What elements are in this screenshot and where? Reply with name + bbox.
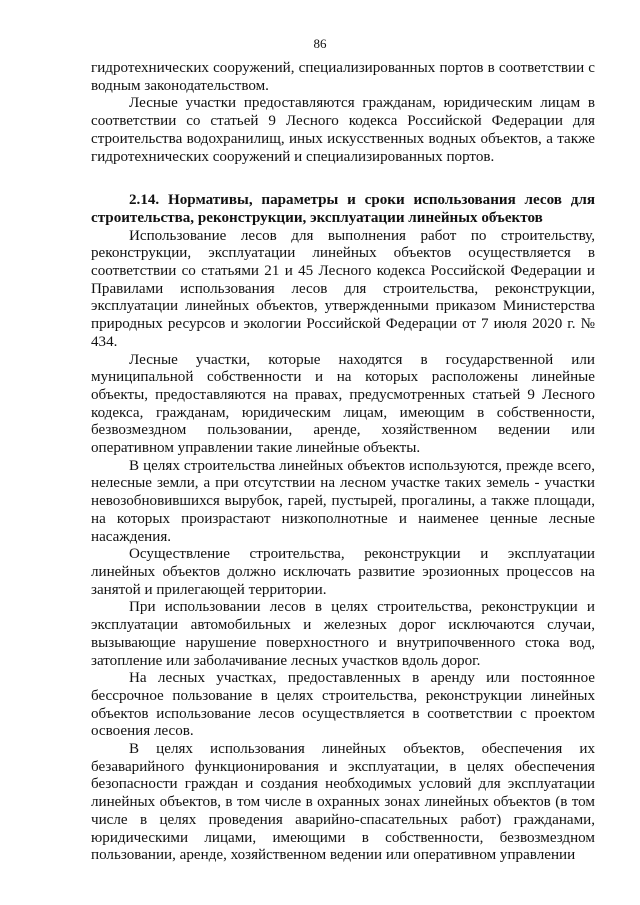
paragraph: Лесные участки, которые находятся в государственной или муниципальной собственности и на которых расположены линейные объекты, предоставляются на правах, предусмотренных статьей 9 Лесного кодекса, гражданам, юридическим лицам, имеющим в собственности, безвозмездном пользовании, аренде, хозяйственном ведении или оперативном управлении такие линейные объекты. bbox=[91, 351, 595, 457]
paragraph: Осуществление строительства, реконструкции и эксплуатации линейных объектов должно исключать развитие эрозионных процессов на занятой и прилегающей территории. bbox=[91, 546, 595, 598]
paragraph: Использование лесов для выполнения работ по строительству, реконструкции, эксплуатации линейных объектов осуществляется в соответствии со статьями 21 и 45 Лесного кодекса Российской Федерации и Правилами использования лесов для строительства, реконструкции, эксплуатации линейных объектов, утвержденными приказом Министерства природных ресурсов и экологии Российской Федерации от 7 июля 2020 г. № 434. bbox=[91, 227, 595, 350]
paragraph-continuation: гидротехнических сооружений, специализированных портов в соответствии с водным законодательством. bbox=[91, 60, 595, 94]
section-heading: 2.14. Нормативы, параметры и сроки использования лесов для строительства, реконструкции, эксплуатации линейных объектов bbox=[91, 192, 595, 226]
page-number: 86 bbox=[313, 36, 327, 51]
paragraph: На лесных участках, предоставленных в аренду или постоянное бессрочное пользование в целях строительства, реконструкции линейных объектов использование лесов осуществляется в соответствии с проектом освоения лесов. bbox=[91, 670, 595, 740]
paragraph: При использовании лесов в целях строительства, реконструкции и эксплуатации автомобильных и железных дорог исключаются случаи, вызывающие нарушение поверхностного и внутрипочвенного стока вод, затопление или заболачивание лесных участков вдоль дорог. bbox=[91, 599, 595, 669]
paragraph: В целях использования линейных объектов, обеспечения их безаварийного функционирования и эксплуатации, в целях обеспечения безопасности граждан и создания необходимых условий для эксплуатации линейных объектов, в том числе в охранных зонах линейных объектов (в том числе в целях проведения аварийно-спасательных работ) гражданами, юридическими лицами, имеющими в собственности, безвозмездном пользовании, аренде, хозяйственном ведении или оперативном управлении bbox=[91, 741, 595, 864]
page-body bbox=[91, 60, 595, 865]
paragraph: Лесные участки предоставляются гражданам, юридическим лицам в соответствии со статьей 9 Лесного кодекса Российской Федерации для строительства водохранилищ, иных искусственных водных объектов, а также гидротехнических сооружений и специализированных портов. bbox=[91, 95, 595, 165]
paragraph: В целях строительства линейных объектов используются, прежде всего, нелесные земли, а при отсутствии на лесном участке таких земель - участки невозобновившихся вырубок, гарей, пустырей, прогалины, а также площади, на которых произрастают низкополнотные и наименее ценные лесные насаждения. bbox=[91, 457, 595, 545]
